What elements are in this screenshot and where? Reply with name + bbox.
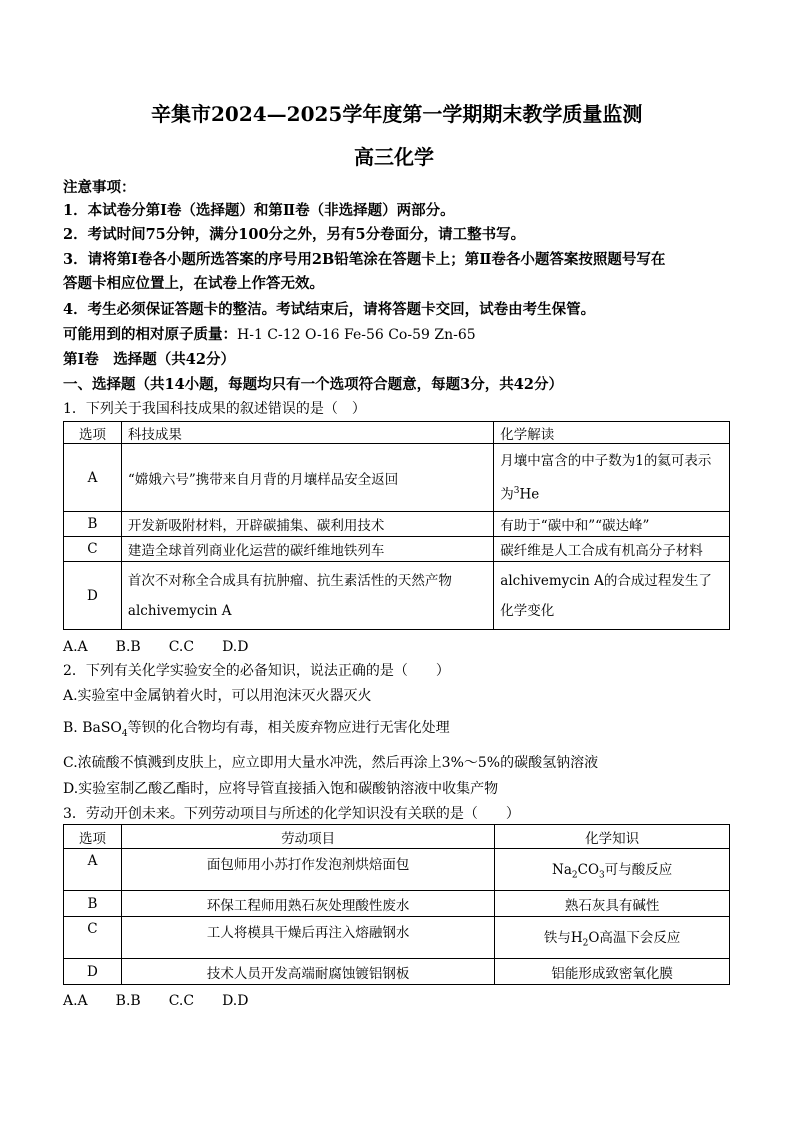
labor-cell: 工人将模具干燥后再注入熔融钢水: [121, 917, 494, 959]
achievement-cell: 开发新吸附材料，开辟碳捕集、碳利用技术: [121, 512, 493, 537]
question-1-table: [63, 421, 730, 630]
question-2-option-c: C.浓硫酸不慎溅到皮肤上，应立即用大量水冲洗，然后再涂上3%～5%的碳酸氢钠溶液: [63, 755, 599, 771]
knowledge-cell: 铝能形成致密氧化膜: [495, 959, 730, 985]
text: 铁与H: [543, 930, 583, 947]
labor-cell: 面包师用小苏打作发泡剂烘焙面包: [121, 849, 494, 891]
note-item: 3．请将第Ⅰ卷各小题所选答案的序号用2B铅笔涂在答题卡上；第Ⅱ卷各小题答案按照题号写在: [63, 251, 666, 268]
question-2-option-d: D.实验室制乙酸乙酯时，应将导管直接插入饱和碳酸钠溶液中收集产物: [63, 781, 499, 797]
atomic-mass-label: 可能用到的相对原子质量：: [63, 326, 237, 343]
table-row: [64, 917, 730, 959]
labor-cell: 技术人员开发高端耐腐蚀镀铝钢板: [121, 959, 494, 985]
question-3-answers: A.A B.B C.C D.D: [63, 993, 249, 1009]
option-cell: A: [64, 849, 122, 891]
header-achievement: 科技成果: [121, 422, 493, 444]
page-title: 辛集市2024—2025学年度第一学期期末教学质量监测: [151, 102, 643, 126]
interpretation-cell: [494, 562, 730, 630]
helium-symbol: He: [519, 486, 540, 503]
table-row: [64, 891, 730, 917]
option-cell: D: [64, 959, 122, 985]
header-interpretation: 化学解读: [494, 422, 730, 444]
text: 为: [500, 486, 514, 503]
interpretation-cell: 有助于“碳中和”“碳达峰”: [494, 512, 730, 537]
question-2-option-b: [63, 717, 450, 739]
interpretation-line: [500, 476, 723, 510]
notes-heading: 注意事项：: [63, 179, 136, 196]
table-row: [64, 562, 730, 630]
knowledge-cell: 熟石灰具有碱性: [495, 891, 730, 917]
note-item: 1．本试卷分第Ⅰ卷（选择题）和第Ⅱ卷（非选择题）两部分。: [63, 202, 455, 219]
subscript: 2: [571, 870, 578, 881]
section-heading: 一、选择题（共14小题，每题均只有一个选项符合题意，每题3分，共42分）: [63, 376, 563, 393]
table-row: [64, 537, 730, 562]
labor-cell: 环保工程师用熟石灰处理酸性废水: [121, 891, 494, 917]
atomic-mass-values: H-1 C-12 O-16 Fe-56 Co-59 Zn-65: [237, 327, 476, 343]
text: 等钡的化合物均有毒，相关废弃物应进行无害化处理: [127, 720, 450, 736]
option-cell: C: [64, 917, 122, 959]
question-3-stem: 3．劳动开创未来。下列劳动项目与所述的化学知识没有关联的是（ ）: [63, 806, 520, 822]
part-heading: 第Ⅰ卷 选择题（共42分）: [63, 351, 235, 368]
knowledge-cell: [495, 917, 730, 959]
header-labor: 劳动项目: [121, 825, 494, 849]
achievement-line: 首次不对称全合成具有抗肿瘤、抗生素活性的天然产物: [127, 572, 452, 589]
header-option: 选项: [64, 825, 122, 849]
note-item: 4．考生必须保证答题卡的整洁。考试结束后，请将答题卡交回，试卷由考生保管。: [63, 301, 596, 318]
interpretation-line: alchivemycin A的合成过程发生了: [500, 572, 712, 589]
achievement-cell: [121, 562, 493, 630]
subscript: 3: [599, 870, 605, 881]
question-1-stem: 1．下列关于我国科技成果的叙述错误的是（ ）: [63, 401, 366, 417]
mass-number: 3: [513, 485, 520, 496]
page-subtitle: 高三化学: [354, 145, 434, 169]
interpretation-cell: 碳纤维是人工合成有机高分子材料: [494, 537, 730, 562]
text: CO: [577, 862, 600, 879]
header-option: 选项: [64, 422, 122, 444]
interpretation-line: 月壤中富含的中子数为1的氦可表示: [500, 452, 712, 469]
achievement-cell: “嫦娥六号”携带来自月背的月壤样品安全返回: [121, 444, 493, 512]
option-cell: B: [64, 891, 122, 917]
header-knowledge: 化学知识: [495, 825, 730, 849]
table-header-row: [64, 422, 730, 444]
achievement-line: alchivemycin A: [127, 602, 232, 619]
knowledge-cell: [495, 849, 730, 891]
note-item: 2．考试时间75分钟，满分100分之外，另有5分卷面分，请工整书写。: [63, 226, 526, 243]
option-cell: D: [64, 562, 122, 630]
interpretation-line: 化学变化: [500, 602, 555, 619]
option-cell: B: [64, 512, 122, 537]
question-2-stem: 2．下列有关化学实验安全的必备知识，说法正确的是（ ）: [63, 663, 450, 679]
interpretation-cell: [494, 444, 730, 512]
option-cell: C: [64, 537, 122, 562]
table-row: [64, 444, 730, 512]
text: O高温下会反应: [588, 930, 681, 947]
question-2-option-a: A.实验室中金属钠着火时，可以用泡沫灭火器灭火: [63, 688, 372, 704]
subscript: 2: [582, 938, 589, 949]
text: Na: [552, 862, 572, 879]
table-row: [64, 849, 730, 891]
question-3-table: [63, 824, 730, 985]
table-header-row: [64, 825, 730, 849]
table-row: [64, 959, 730, 985]
atomic-mass-line: [63, 323, 476, 344]
text: 可与酸反应: [604, 862, 673, 879]
option-cell: A: [64, 444, 122, 512]
table-row: [64, 512, 730, 537]
question-1-answers: A.A B.B C.C D.D: [63, 639, 249, 655]
achievement-cell: 建造全球首列商业化运营的碳纤维地铁列车: [121, 537, 493, 562]
note-item: 答题卡相应位置上，在试卷上作答无效。: [63, 275, 324, 292]
subscript: 4: [121, 728, 128, 739]
text: B. BaSO: [63, 720, 122, 736]
